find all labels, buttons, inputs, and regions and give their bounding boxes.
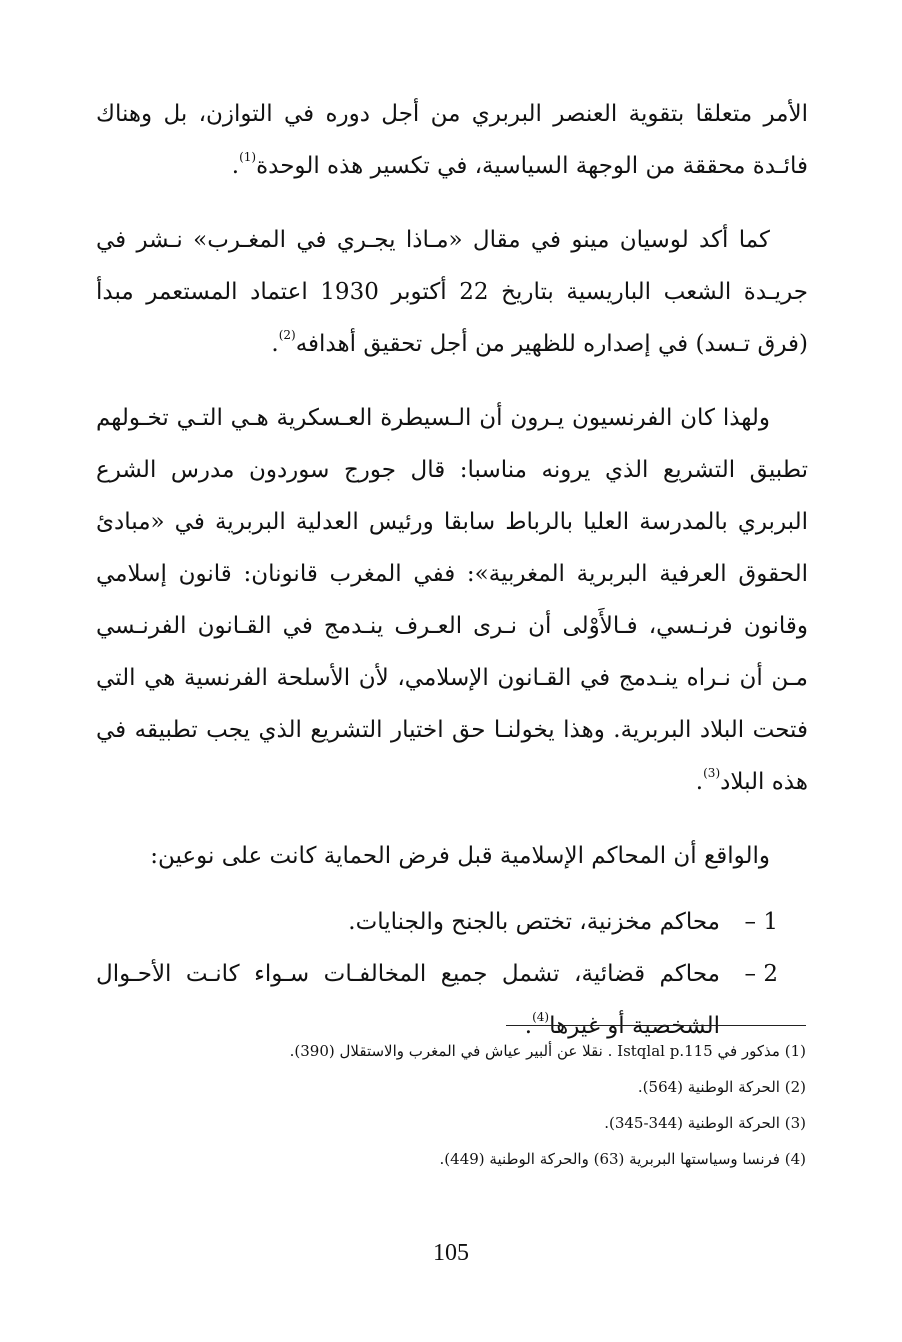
list-item-2-tail: .: [524, 1013, 533, 1039]
list-item-2-text: [96, 948, 720, 1052]
list-item-2: [96, 948, 808, 1052]
paragraph-4-text: والواقع أن المحاكم الإسلامية قبل فرض الحماية كانت على نوعين:: [150, 843, 770, 869]
page-body: [96, 88, 808, 1052]
paragraph-3-text: ولهذا كان الفرنسيون يـرون أن الـسيطرة العـسكرية هـي التـي تخـولهم تطبيق التشريع الذي يرونه مناسبا: قال جورج سوردون مدرس الشرع البربري بالمدرسة العليا بالرباط سابقا ورئيس العدلية البربرية في «مبادئ الحقوق العرفية البربرية المغربية»: ففي المغرب قانونان: قانون إسلامي وقانون فرنـسي، فـالأَوْلى أن نـرى العـرف ينـدمج في القـانون الفرنـسي مـن أن نـراه ينـدمج في القـانون الإسلامي، لأن الأسلحة الفرنسية هي التي فتحت البلاد البربرية. وهذا يخولنـا حق اختيار التشريع الذي يجب تطبيقه في هذه البلاد: [96, 405, 808, 795]
paragraph-1-text: الأمر متعلقا بتقوية العنصر البربري من أجل دوره في التوازن، بل وهناك فائـدة محققة من الوجهة السياسية، في تكسير هذه الوحدة: [96, 101, 808, 179]
footnote-ref-2[interactable]: (2): [278, 328, 296, 342]
paragraph-1-tail: .: [231, 153, 240, 179]
list-item-2-number: 2 –: [744, 961, 778, 987]
list-item-1: [96, 896, 808, 948]
footnote-1: (1) مذكور في Istqlal p.115 . نقلا عن ألبير عياش في المغرب والاستقلال (390).: [289, 1042, 806, 1060]
paragraph-2: [96, 214, 808, 370]
paragraph-4: [96, 830, 808, 882]
paragraph-3: [96, 392, 808, 808]
footnote-ref-1[interactable]: (1): [239, 150, 257, 164]
page-number: 105: [433, 1240, 469, 1266]
footnote-ref-4[interactable]: (4): [532, 1010, 550, 1024]
paragraph-3-tail: .: [695, 769, 704, 795]
list-item-1-number: 1 –: [744, 909, 778, 935]
list-item-1-body: محاكم مخزنية، تختص بالجنح والجنايات.: [348, 909, 720, 935]
footnote-separator: [506, 1025, 806, 1026]
paragraph-1: [96, 88, 808, 192]
paragraph-2-text: كما أكد لوسيان مينو في مقال «مـاذا يجـري في المغـرب» نـشر في جريـدة الشعب الباريسية بتاريخ 22 أكتوبر 1930 اعتماد المستعمر مبدأ (فرق تـسد) في إصداره للظهير من أجل تحقيق أهدافه: [96, 227, 808, 357]
paragraph-2-tail: .: [271, 331, 279, 357]
footnote-3: (3) الحركة الوطنية (344-345).: [604, 1114, 806, 1132]
list-item-1-text: [96, 896, 720, 948]
footnote-4: (4) فرنسا وسياستها البربرية (63) والحركة الوطنية (449).: [439, 1150, 806, 1168]
footnote-ref-3[interactable]: (3): [703, 766, 721, 780]
court-types-list: [96, 896, 808, 1052]
footnotes: [94, 1040, 806, 1184]
footnote-2: (2) الحركة الوطنية (564).: [637, 1078, 806, 1096]
list-item-2-body: محاكم قضائية، تشمل جميع المخالفـات سـواء كانـت الأحـوال الشخصية أو غيرها: [96, 961, 720, 1039]
